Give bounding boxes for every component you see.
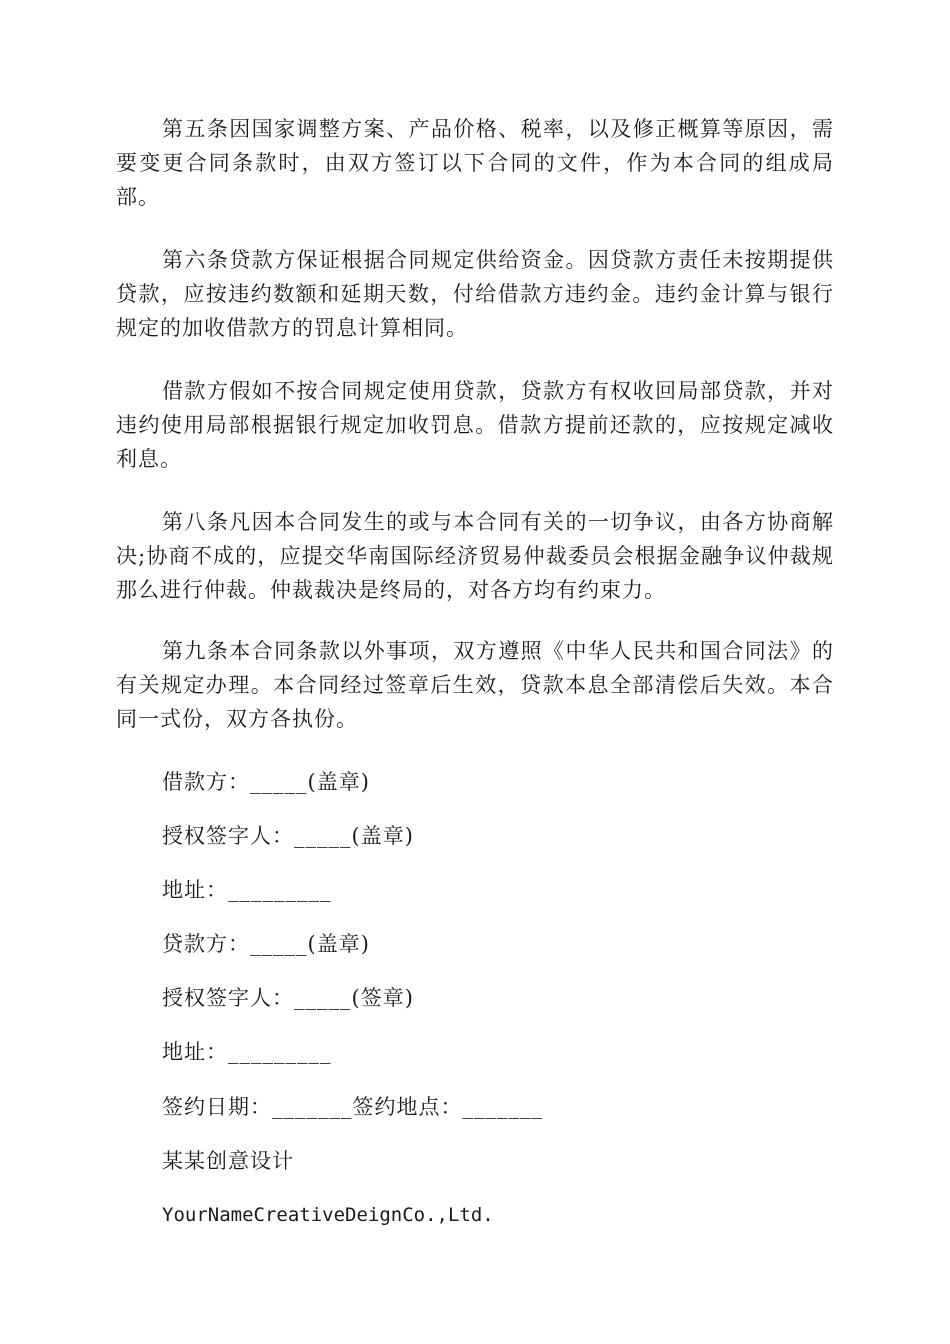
lender-address-line: 地址：_________ <box>162 1040 332 1064</box>
sign-date-place-line: 签约日期：_______签约地点：_______ <box>162 1095 543 1119</box>
borrower-signer-line: 授权签字人：_____(盖章) <box>162 824 414 848</box>
borrower-misuse-paragraph: 借款方假如不按合同规定使用贷款，贷款方有权收回局部贷款，并对违约使用局部根据银行规定加收罚息。借款方提前还款的，应按规定减收利息。 <box>116 379 834 471</box>
company-name-en: YourNameCreativeDeignCo.,Ltd. <box>162 1204 494 1226</box>
borrower-line: 借款方：_____(盖章) <box>162 770 370 794</box>
clause-9-paragraph: 第九条本合同条款以外事项，双方遵照《中华人民共和国合同法》的有关规定办理。本合同经过签章后生效，贷款本息全部清偿后失效。本合同一式份，双方各执份。 <box>116 639 834 731</box>
lender-line: 贷款方：_____(盖章) <box>162 932 370 956</box>
clause-6-paragraph: 第六条贷款方保证根据合同规定供给资金。因贷款方责任未按期提供贷款，应按违约数额和延期天数，付给借款方违约金。违约金计算与银行规定的加收借款方的罚息计算相同。 <box>116 248 834 340</box>
borrower-address-line: 地址：_________ <box>162 878 332 902</box>
company-name-cn: 某某创意设计 <box>162 1149 294 1173</box>
clause-8-paragraph: 第八条凡因本合同发生的或与本合同有关的一切争议，由各方协商解决;协商不成的，应提交华南国际经济贸易仲裁委员会根据金融争议仲裁规那么进行仲裁。仲裁裁决是终局的，对各方均有约束力。 <box>116 510 834 602</box>
clause-5-paragraph: 第五条因国家调整方案、产品价格、税率，以及修正概算等原因，需要变更合同条款时，由双方签订以下合同的文件，作为本合同的组成局部。 <box>116 117 834 209</box>
lender-signer-line: 授权签字人：_____(签章) <box>162 986 414 1010</box>
